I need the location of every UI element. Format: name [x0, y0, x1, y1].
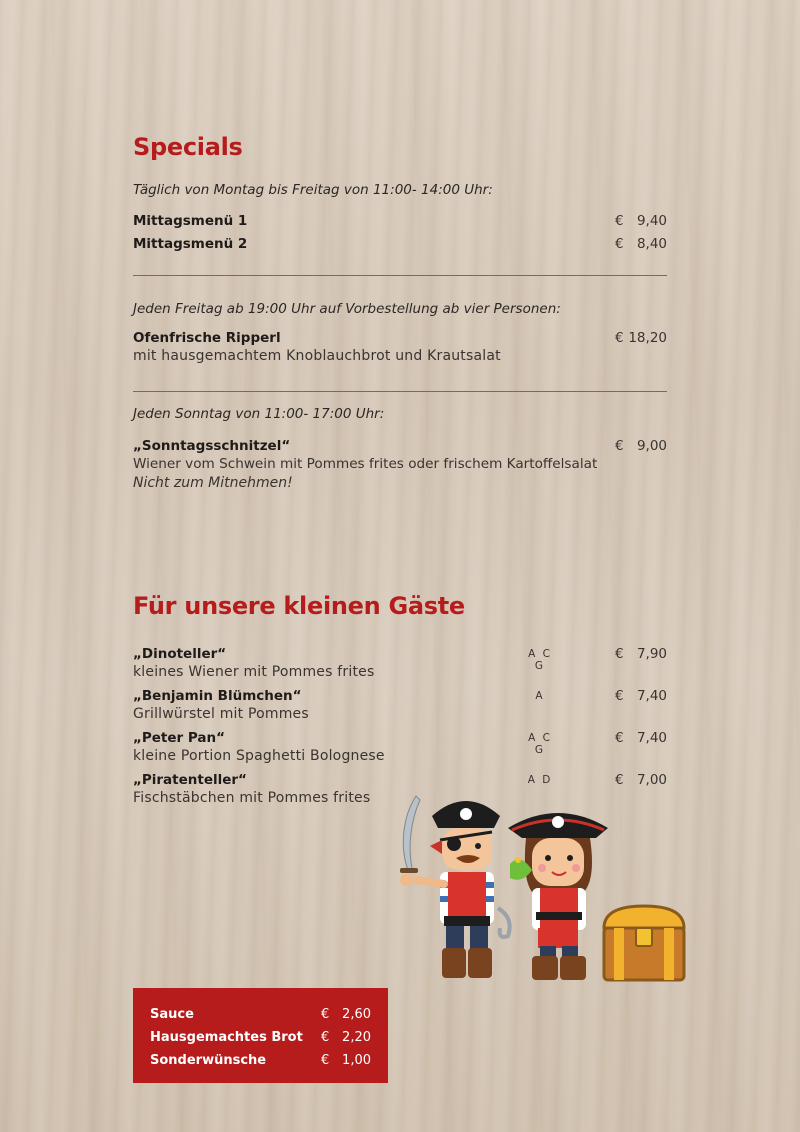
price-amount: 7,40 [636, 688, 667, 704]
currency-symbol: € [615, 730, 624, 746]
weekday-note: Täglich von Montag bis Freitag von 11:00- 14:00 Uhr: [133, 182, 493, 198]
extra-name: Sonderwünsche [150, 1053, 267, 1068]
item-name: „Dinoteller“ [133, 646, 227, 662]
menu-item-schnitzel [133, 438, 667, 458]
item-name: Ofenfrische Ripperl [133, 330, 281, 346]
allergen-codes: A C G [528, 648, 552, 672]
item-description: Wiener vom Schwein mit Pommes frites oder frischem Kartoffelsalat [133, 456, 598, 472]
item-name: Mittagsmenü 2 [133, 236, 248, 252]
currency-symbol: € [321, 1030, 330, 1045]
menu-item-ripperl [133, 330, 667, 350]
boy-pirate-icon [416, 801, 510, 978]
section-divider [133, 391, 667, 392]
extra-row-brot [150, 1030, 371, 1050]
kids-heading: Für unsere kleinen Gäste [133, 592, 465, 620]
currency-symbol: € [615, 646, 624, 662]
currency-symbol: € [321, 1053, 330, 1068]
item-description: Grillwürstel mit Pommes [133, 706, 309, 722]
currency-symbol: € [615, 688, 624, 704]
price-amount: 7,40 [636, 730, 667, 746]
extra-price: 2,60 [342, 1007, 371, 1022]
currency-symbol: € [615, 330, 624, 346]
item-name: „Sonntagsschnitzel“ [133, 438, 291, 454]
price-amount: 8,40 [636, 236, 667, 252]
sword-icon [400, 796, 420, 886]
extra-price: 2,20 [342, 1030, 371, 1045]
item-description: mit hausgemachtem Knoblauchbrot und Krautsalat [133, 348, 501, 364]
extra-row-sonderwuensche [150, 1053, 371, 1073]
item-description: kleine Portion Spaghetti Bolognese [133, 748, 385, 764]
extra-name: Sauce [150, 1007, 194, 1022]
menu-item-lunch-1 [133, 213, 667, 233]
sunday-note: Jeden Sonntag von 11:00- 17:00 Uhr: [133, 406, 385, 422]
treasure-chest-icon [604, 906, 684, 980]
price-amount: 9,40 [636, 213, 667, 229]
currency-symbol: € [615, 438, 624, 454]
extra-price: 1,00 [342, 1053, 371, 1068]
currency-symbol: € [615, 236, 624, 252]
friday-note: Jeden Freitag ab 19:00 Uhr auf Vorbestellung ab vier Personen: [133, 301, 561, 317]
currency-symbol: € [321, 1007, 330, 1022]
girl-pirate-icon [508, 813, 608, 980]
item-description: kleines Wiener mit Pommes frites [133, 664, 375, 680]
takeaway-note: Nicht zum Mitnehmen! [133, 475, 293, 491]
item-name: „Peter Pan“ [133, 730, 226, 746]
price-amount: 18,20 [628, 330, 667, 346]
extras-box [133, 988, 388, 1083]
item-name: „Piratenteller“ [133, 772, 247, 788]
specials-heading: Specials [133, 133, 243, 161]
extra-row-sauce [150, 1007, 371, 1027]
price-amount: 7,90 [636, 646, 667, 662]
item-description: Fischstäbchen mit Pommes frites [133, 790, 371, 806]
item-name: „Benjamin Blümchen“ [133, 688, 302, 704]
pirate-kids-illustration [382, 788, 692, 988]
menu-item-lunch-2 [133, 236, 667, 256]
allergen-codes: A [535, 690, 545, 702]
allergen-codes: A D [527, 774, 553, 786]
price-amount: 7,00 [636, 772, 667, 788]
price-amount: 9,00 [636, 438, 667, 454]
currency-symbol: € [615, 213, 624, 229]
allergen-codes: A C G [528, 732, 552, 756]
section-divider [133, 275, 667, 276]
extra-name: Hausgemachtes Brot [150, 1030, 303, 1045]
menu-item-benjamin [133, 688, 667, 708]
item-name: Mittagsmenü 1 [133, 213, 248, 229]
currency-symbol: € [615, 772, 624, 788]
